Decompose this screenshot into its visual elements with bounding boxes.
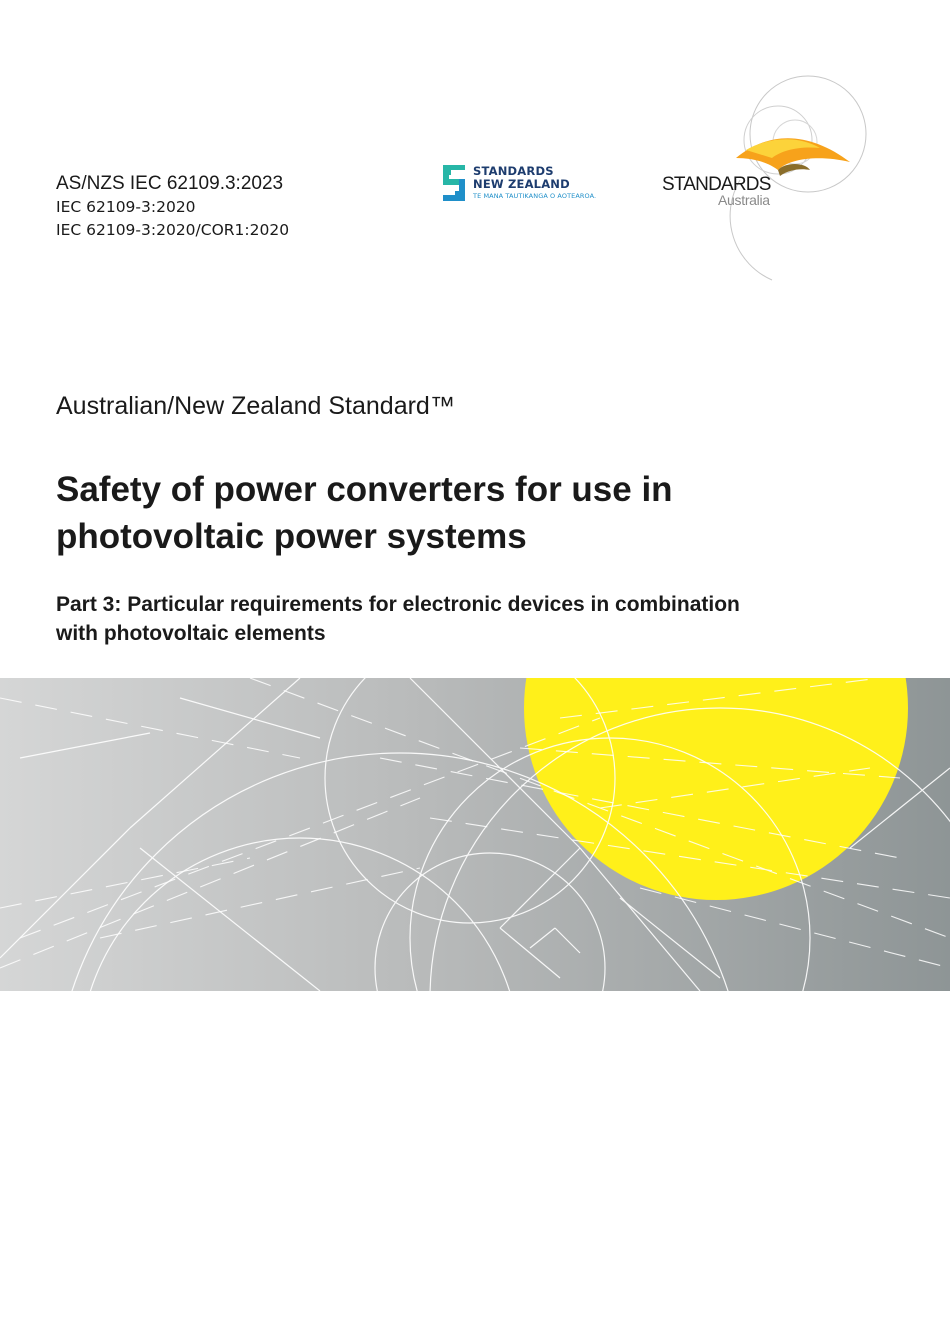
related-designation-2: IEC 62109-3:2020/COR1:2020 — [56, 221, 290, 239]
title-line-2: photovoltaic power systems — [56, 517, 527, 556]
standard-designation: AS/NZS IEC 62109.3:2023 — [56, 173, 284, 194]
title-line-1: Safety of power converters for use in — [56, 470, 673, 509]
standards-australia-logo — [660, 70, 880, 285]
related-designation-1: IEC 62109-3:2020 — [56, 198, 196, 216]
snz-logo-line1: STANDARDS — [473, 164, 554, 178]
sa-logo-word: STANDARDS — [662, 174, 771, 195]
document-title — [56, 466, 876, 560]
document-subtitle — [56, 590, 876, 648]
sa-logo-sub: Australia — [718, 192, 770, 208]
snz-logo-line2: NEW ZEALAND — [473, 177, 570, 191]
subtitle-line-2: with photovoltaic elements — [56, 622, 326, 645]
decorative-banner — [0, 678, 950, 991]
standards-new-zealand-logo — [443, 165, 613, 205]
snz-logo-tagline: TE MANA TAUTIKANGA O AOTEAROA. — [473, 192, 597, 200]
designation-block — [56, 172, 289, 242]
standards-nz-mark-icon — [443, 165, 465, 201]
standard-type-label: Australian/New Zealand Standard™ — [56, 392, 455, 420]
subtitle-line-1: Part 3: Particular requirements for electronic devices in combination — [56, 593, 740, 616]
